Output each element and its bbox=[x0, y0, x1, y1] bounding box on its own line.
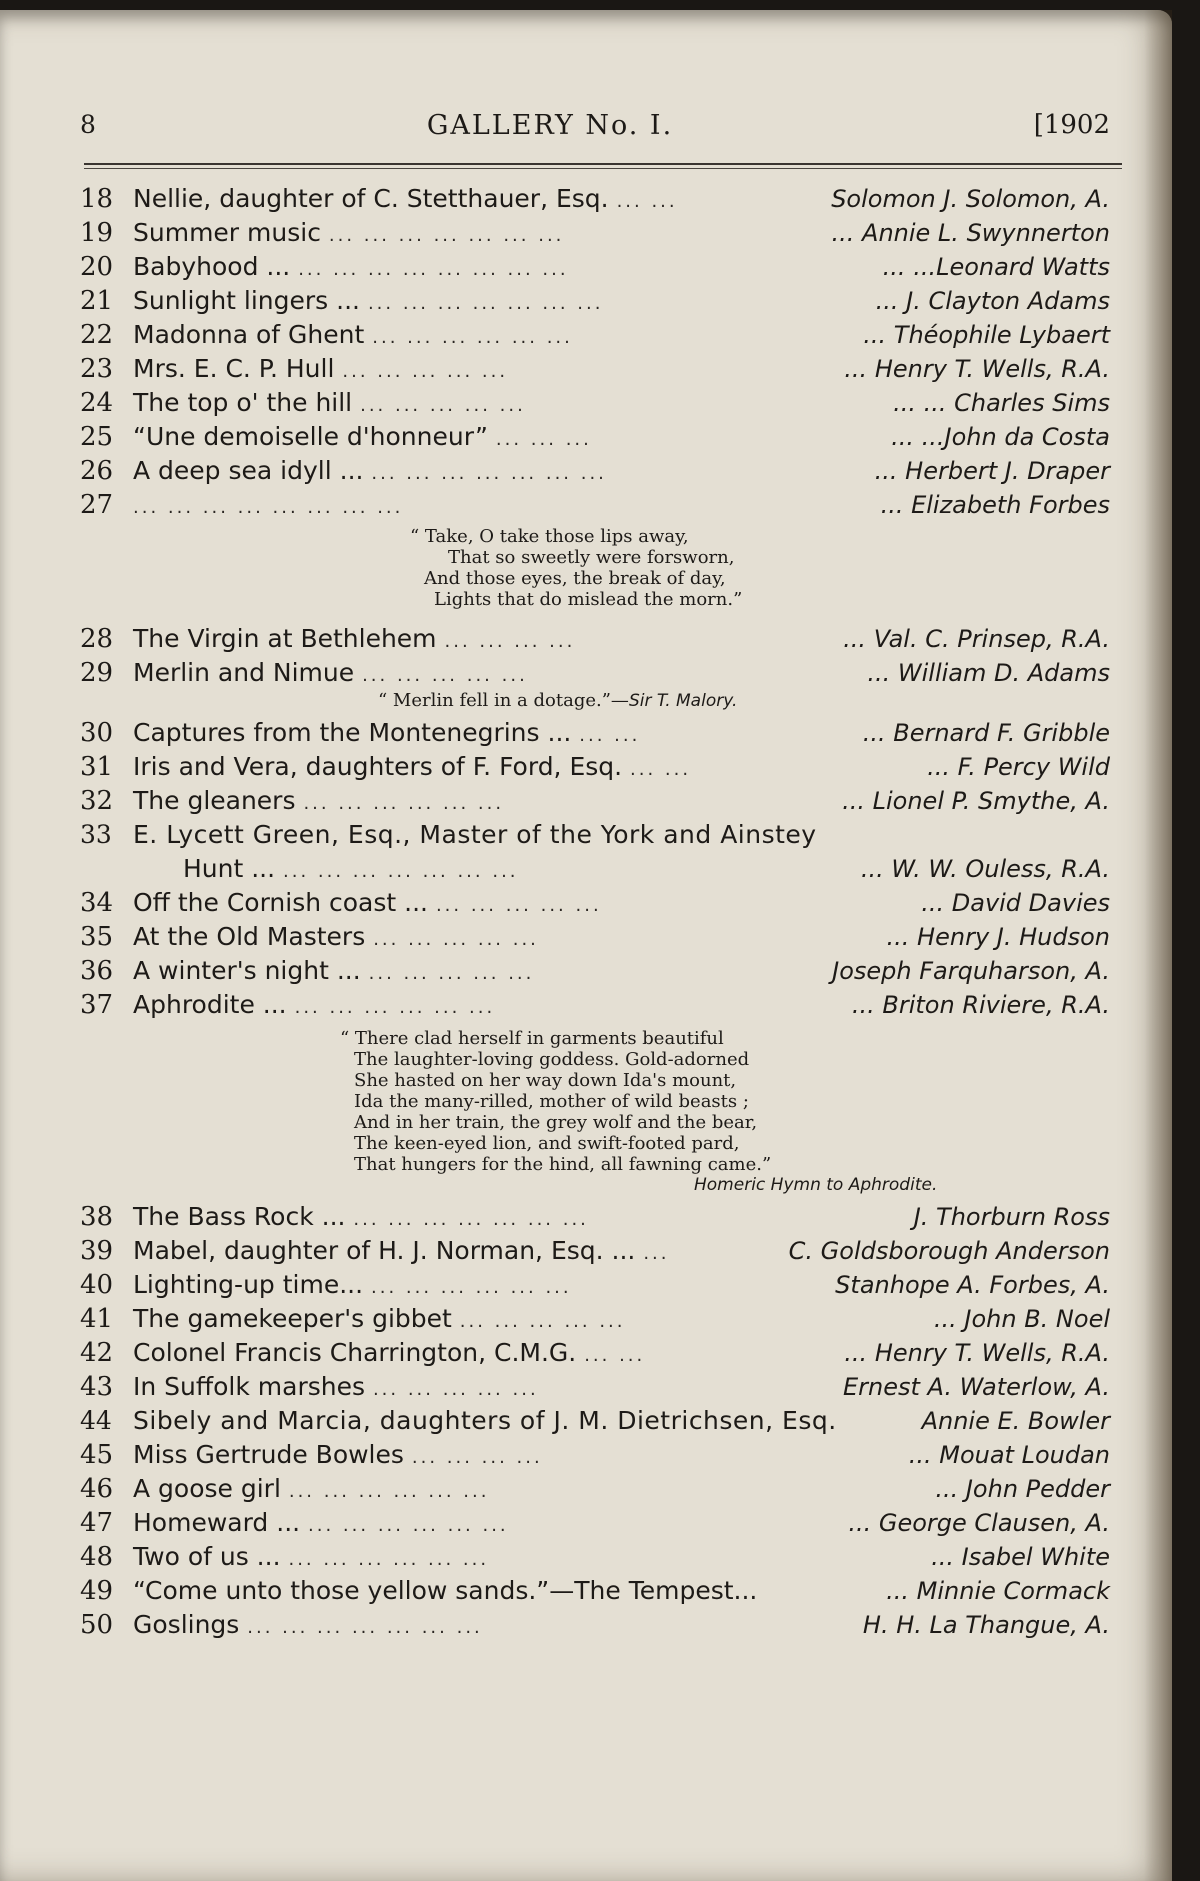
entry-row bbox=[0, 420, 1172, 454]
entry-title-text: Colonel Francis Charrington, C.M.G. bbox=[133, 1338, 577, 1367]
entry-title bbox=[133, 488, 403, 525]
entry-title bbox=[133, 1234, 670, 1271]
entry-title-text: Mabel, daughter of H. J. Norman, Esq. ... bbox=[133, 1236, 636, 1265]
entry-title bbox=[133, 988, 495, 1025]
entries-list bbox=[0, 182, 1172, 1642]
entry-number: 45 bbox=[80, 1440, 114, 1470]
entry-title: Sibely and Marcia, daughters of J. M. Dietrichsen, Esq. bbox=[133, 1406, 837, 1435]
entry-number: 46 bbox=[80, 1474, 114, 1504]
entry-number: 49 bbox=[80, 1576, 114, 1606]
entry-artist: J. Thorburn Ross bbox=[913, 1203, 1110, 1231]
entry-title-text: “Come unto those yellow sands.”—The Tempest... bbox=[133, 1576, 758, 1605]
leader-dots: ... ... ... ... ... ... bbox=[303, 793, 505, 814]
entry-title-text: In Suffolk marshes bbox=[133, 1372, 365, 1401]
entry-row bbox=[0, 1438, 1172, 1472]
quote-29 bbox=[0, 690, 1172, 716]
entry-artist: ... William D. Adams bbox=[867, 659, 1110, 687]
entry-number: 42 bbox=[80, 1338, 114, 1368]
entry-title bbox=[133, 216, 564, 253]
entry-row bbox=[0, 1200, 1172, 1234]
entry-artist: ... George Clausen, A. bbox=[848, 1509, 1110, 1537]
entry-row bbox=[0, 954, 1172, 988]
leader-dots: ... ... ... ... ... ... bbox=[372, 327, 573, 348]
entry-title-text: Off the Cornish coast ... bbox=[133, 888, 428, 917]
entry-artist: ... Herbert J. Draper bbox=[874, 457, 1110, 485]
entry-number: 38 bbox=[80, 1202, 114, 1232]
entry-title-text: Aphrodite ... bbox=[133, 990, 287, 1019]
entry-title-text: Madonna of Ghent bbox=[133, 320, 365, 349]
entry-title bbox=[133, 182, 678, 219]
entry-title bbox=[133, 1336, 645, 1373]
page-number: 8 bbox=[80, 110, 96, 139]
entry-title bbox=[133, 954, 534, 991]
entry-title bbox=[183, 852, 519, 889]
entry-row bbox=[0, 784, 1172, 818]
entry-number: 26 bbox=[80, 456, 114, 486]
page-header bbox=[0, 98, 1172, 146]
entry-title-text: A goose girl bbox=[133, 1474, 281, 1503]
entry-title-text: Miss Gertrude Bowles bbox=[133, 1440, 404, 1469]
leader-dots: ... ... ... bbox=[495, 429, 592, 450]
entry-title-text: “Une demoiselle d'honneur” bbox=[133, 422, 488, 451]
leader-dots: ... ... ... ... ... bbox=[368, 963, 535, 984]
entry-title-text: The Virgin at Bethlehem bbox=[133, 624, 437, 653]
entry-number: 50 bbox=[80, 1610, 114, 1640]
entry-row bbox=[0, 182, 1172, 216]
entry-number: 21 bbox=[80, 286, 114, 316]
entry-title-text: A winter's night ... bbox=[133, 956, 361, 985]
entry-artist: Annie E. Bowler bbox=[921, 1407, 1110, 1435]
entry-artist: ... J. Clayton Adams bbox=[875, 287, 1110, 315]
entry-artist: ... Minnie Cormack bbox=[886, 1577, 1110, 1605]
catalogue-page bbox=[0, 10, 1172, 1881]
entry-title-text: Sunlight lingers ... bbox=[133, 286, 360, 315]
entry-title-text: A deep sea idyll ... bbox=[133, 456, 364, 485]
leader-dots: ... ... ... ... ... ... bbox=[371, 1277, 572, 1298]
leader-dots: ... ... ... ... ... bbox=[362, 665, 528, 686]
entry-title bbox=[133, 1608, 483, 1645]
entry-title bbox=[133, 454, 607, 491]
leader-dots: ... ... ... ... ... ... bbox=[288, 1549, 490, 1570]
entry-title bbox=[133, 1438, 543, 1475]
quote-source: Sir T. Malory. bbox=[628, 691, 738, 711]
quote-text: “ Merlin fell in a dotage.”— bbox=[378, 690, 629, 711]
entry-group bbox=[0, 622, 1172, 690]
entry-artist: Joseph Farquharson, A. bbox=[832, 957, 1110, 985]
entry-row bbox=[0, 622, 1172, 656]
entry-number: 25 bbox=[80, 422, 114, 452]
quote-line: That hungers for the hind, all fawning came.” bbox=[354, 1154, 772, 1175]
entry-row bbox=[0, 716, 1172, 750]
entry-number: 28 bbox=[80, 624, 114, 654]
entry-number: 34 bbox=[80, 888, 114, 918]
entry-title-text: Homeward ... bbox=[133, 1508, 301, 1537]
entry-row bbox=[0, 656, 1172, 690]
entry-row bbox=[0, 1608, 1172, 1642]
quote-37 bbox=[0, 1028, 1172, 1200]
entry-title-text: The gamekeeper's gibbet bbox=[133, 1304, 452, 1333]
entry-artist: ... Henry J. Hudson bbox=[886, 923, 1110, 951]
entry-title-text: Two of us ... bbox=[133, 1542, 281, 1571]
entry-title-text: Hunt ... bbox=[183, 854, 276, 883]
entry-number: 23 bbox=[80, 354, 114, 384]
entry-title bbox=[133, 1574, 757, 1611]
entry-artist: ... Lionel P. Smythe, A. bbox=[842, 787, 1110, 815]
leader-dots: ... ... ... ... ... ... bbox=[308, 1515, 509, 1536]
entry-artist: ... Briton Riviere, R.A. bbox=[851, 991, 1110, 1019]
leader-dots: ... ... ... ... ... ... bbox=[294, 997, 496, 1018]
entry-title-text: Merlin and Nimue bbox=[133, 658, 355, 687]
entry-title-text: Nellie, daughter of C. Stetthauer, Esq. bbox=[133, 184, 609, 213]
entry-number: 40 bbox=[80, 1270, 114, 1300]
entry-artist: ... ...Leonard Watts bbox=[882, 253, 1110, 281]
entry-artist: H. H. La Thangue, A. bbox=[862, 1611, 1110, 1639]
entry-row bbox=[0, 454, 1172, 488]
entry-title-text: Babyhood ... bbox=[133, 252, 291, 281]
entry-artist: Stanhope A. Forbes, A. bbox=[835, 1271, 1110, 1299]
entry-group bbox=[0, 886, 1172, 1022]
quote-line: The keen-eyed lion, and swift-footed pard, bbox=[354, 1133, 740, 1154]
leader-dots: ... ... ... ... ... ... ... bbox=[353, 1209, 589, 1230]
entry-row bbox=[0, 284, 1172, 318]
quote-line: That so sweetly were forsworn, bbox=[448, 547, 735, 568]
header-rule-thin bbox=[84, 168, 1122, 169]
leader-dots: ... ... ... ... bbox=[411, 1447, 543, 1468]
quote-line: She hasted on her way down Ida's mount, bbox=[354, 1070, 737, 1091]
leader-dots: ... ... bbox=[616, 191, 678, 212]
entry-title bbox=[133, 1506, 509, 1543]
entry-number: 37 bbox=[80, 990, 114, 1020]
quote-source: Homeric Hymn to Aphrodite. bbox=[694, 1175, 938, 1195]
leader-dots: ... bbox=[643, 1243, 670, 1264]
entry-number: 18 bbox=[80, 184, 114, 214]
entry-number: 39 bbox=[80, 1236, 114, 1266]
entry-title-text: Goslings bbox=[133, 1610, 240, 1639]
entry-row bbox=[0, 988, 1172, 1022]
entry-title bbox=[133, 656, 528, 693]
entry-group bbox=[0, 1200, 1172, 1404]
entry-artist: ... Annie L. Swynnerton bbox=[831, 219, 1110, 247]
entry-artist: Solomon J. Solomon, A. bbox=[831, 185, 1110, 213]
entry-title bbox=[133, 886, 602, 923]
entry-artist: ... Val. C. Prinsep, R.A. bbox=[843, 625, 1110, 653]
entry-artist: ... John B. Noel bbox=[933, 1305, 1110, 1333]
entry-33 bbox=[0, 818, 1172, 852]
entry-artist: ... Isabel White bbox=[931, 1543, 1110, 1571]
entry-title bbox=[133, 1472, 489, 1509]
quote-27 bbox=[0, 526, 1172, 616]
leader-dots: ... ... ... ... ... bbox=[360, 395, 526, 416]
entry-group bbox=[0, 716, 1172, 818]
entry-number: 48 bbox=[80, 1542, 114, 1572]
entry-title-text: Lighting-up time... bbox=[133, 1270, 364, 1299]
entry-number: 30 bbox=[80, 718, 114, 748]
leader-dots: ... ... ... ... bbox=[444, 631, 576, 652]
entry-title bbox=[133, 716, 640, 753]
entry-row bbox=[0, 386, 1172, 420]
entry-artist: ... Mouat Loudan bbox=[908, 1441, 1110, 1469]
leader-dots: ... ... ... ... ... bbox=[459, 1311, 626, 1332]
entry-artist: ... F. Percy Wild bbox=[927, 753, 1110, 781]
leader-dots: ... ... bbox=[579, 725, 641, 746]
entry-number: 19 bbox=[80, 218, 114, 248]
entry-group bbox=[0, 1438, 1172, 1642]
entry-44 bbox=[0, 1404, 1172, 1438]
quote-line: Lights that do mislead the morn.” bbox=[434, 589, 743, 610]
year-marker: [1902 bbox=[1033, 110, 1110, 140]
entry-row bbox=[0, 488, 1172, 522]
leader-dots: ... ... ... ... ... bbox=[342, 361, 509, 382]
entry-artist: C. Goldsborough Anderson bbox=[788, 1237, 1110, 1265]
leader-dots: ... ... ... ... ... ... ... bbox=[328, 225, 565, 246]
entry-title bbox=[133, 420, 592, 457]
entry-artist: ... Théophile Lybaert bbox=[863, 321, 1110, 349]
entry-title-text: Mrs. E. C. P. Hull bbox=[133, 354, 335, 383]
entry-title bbox=[133, 1302, 626, 1339]
entry-title-text: The Bass Rock ... bbox=[133, 1202, 346, 1231]
entry-number: 47 bbox=[80, 1508, 114, 1538]
entry-33-continued bbox=[0, 852, 1172, 886]
quote-line: “ Take, O take those lips away, bbox=[410, 526, 689, 547]
entry-title bbox=[133, 284, 603, 321]
leader-dots: ... ... ... ... ... ... bbox=[288, 1481, 490, 1502]
entry-title bbox=[133, 1370, 539, 1407]
entry-title bbox=[133, 1268, 572, 1305]
entry-title-text: Captures from the Montenegrins ... bbox=[133, 718, 572, 747]
entry-row bbox=[0, 216, 1172, 250]
entry-title bbox=[133, 784, 504, 821]
entry-title-text: Iris and Vera, daughters of F. Ford, Esq. bbox=[133, 752, 623, 781]
entry-row bbox=[0, 1540, 1172, 1574]
quote-line: And in her train, the grey wolf and the bear, bbox=[354, 1112, 758, 1133]
leader-dots: ... ... ... ... ... bbox=[372, 1379, 539, 1400]
entry-row bbox=[0, 750, 1172, 784]
entry-artist: ... Henry T. Wells, R.A. bbox=[844, 1339, 1110, 1367]
entry-title bbox=[133, 352, 508, 389]
entry-title bbox=[133, 1200, 589, 1237]
entry-title-text: The top o' the hill bbox=[133, 388, 353, 417]
entry-artist: ... ... Charles Sims bbox=[893, 389, 1110, 417]
entry-artist: ... Elizabeth Forbes bbox=[880, 491, 1110, 519]
leader-dots: ... ... ... ... ... bbox=[435, 895, 602, 916]
entry-artist: ... David Davies bbox=[921, 889, 1110, 917]
entry-number: 43 bbox=[80, 1372, 114, 1402]
entry-row bbox=[0, 352, 1172, 386]
entry-title bbox=[133, 386, 526, 423]
entry-number: 33 bbox=[80, 820, 112, 849]
entry-row bbox=[0, 920, 1172, 954]
entry-row bbox=[0, 1268, 1172, 1302]
entry-row bbox=[0, 318, 1172, 352]
entry-title bbox=[133, 920, 539, 957]
entry-title bbox=[133, 1540, 489, 1577]
quote-line: Ida the many-rilled, mother of wild beasts ; bbox=[354, 1091, 749, 1112]
entry-number: 36 bbox=[80, 956, 114, 986]
leader-dots: ... ... ... ... ... bbox=[373, 929, 539, 950]
entry-group bbox=[0, 182, 1172, 522]
entry-artist: ... John Pedder bbox=[935, 1475, 1110, 1503]
entry-number: 24 bbox=[80, 388, 114, 418]
leader-dots: ... ... ... ... ... ... ... ... bbox=[298, 259, 569, 280]
entry-row bbox=[0, 1336, 1172, 1370]
entry-row bbox=[0, 1302, 1172, 1336]
leader-dots: ... ... ... ... ... ... ... bbox=[367, 293, 604, 314]
leader-dots: ... ... ... ... ... ... ... ... bbox=[133, 497, 404, 518]
entry-row bbox=[0, 1574, 1172, 1608]
entry-number: 32 bbox=[80, 786, 114, 816]
leader-dots: ... ... ... ... ... ... ... bbox=[283, 861, 519, 882]
entry-artist: ... Henry T. Wells, R.A. bbox=[844, 355, 1110, 383]
entry-title-text: The gleaners bbox=[133, 786, 296, 815]
header-rule bbox=[84, 163, 1122, 165]
leader-dots: ... ... ... ... ... ... ... bbox=[247, 1617, 483, 1638]
entry-number: 41 bbox=[80, 1304, 114, 1334]
entry-number: 31 bbox=[80, 752, 114, 782]
entry-row bbox=[0, 1234, 1172, 1268]
leader-dots: ... ... bbox=[630, 759, 692, 780]
quote-line: And those eyes, the break of day, bbox=[424, 568, 726, 589]
entry-number: 22 bbox=[80, 320, 114, 350]
entry-number: 29 bbox=[80, 658, 114, 688]
entry-row bbox=[0, 1472, 1172, 1506]
entry-number: 20 bbox=[80, 252, 114, 282]
entry-title-text: Summer music bbox=[133, 218, 321, 247]
running-title: GALLERY No. I. bbox=[426, 110, 674, 141]
entry-title: E. Lycett Green, Esq., Master of the York and Ainstey bbox=[133, 820, 817, 849]
leader-dots: ... ... ... ... ... ... ... bbox=[371, 463, 607, 484]
entry-title bbox=[133, 622, 575, 659]
entry-title bbox=[133, 318, 573, 355]
entry-row bbox=[0, 1370, 1172, 1404]
entry-row bbox=[0, 886, 1172, 920]
entry-artist: ... ...John da Costa bbox=[891, 423, 1110, 451]
entry-row bbox=[0, 250, 1172, 284]
entry-title-text: At the Old Masters bbox=[133, 922, 366, 951]
entry-row bbox=[0, 1506, 1172, 1540]
entry-artist: ... Bernard F. Gribble bbox=[862, 719, 1110, 747]
entry-artist: Ernest A. Waterlow, A. bbox=[842, 1373, 1110, 1401]
quote-line: The laughter-loving goddess. Gold-adorned bbox=[354, 1049, 750, 1070]
entry-title bbox=[133, 250, 569, 287]
entry-title bbox=[133, 750, 691, 787]
entry-number: 27 bbox=[80, 490, 114, 520]
quote-line: “ There clad herself in garments beautiful bbox=[340, 1028, 724, 1049]
entry-number: 35 bbox=[80, 922, 114, 952]
entry-number: 44 bbox=[80, 1406, 112, 1435]
entry-artist: ... W. W. Ouless, R.A. bbox=[860, 855, 1110, 883]
leader-dots: ... ... bbox=[584, 1345, 646, 1366]
